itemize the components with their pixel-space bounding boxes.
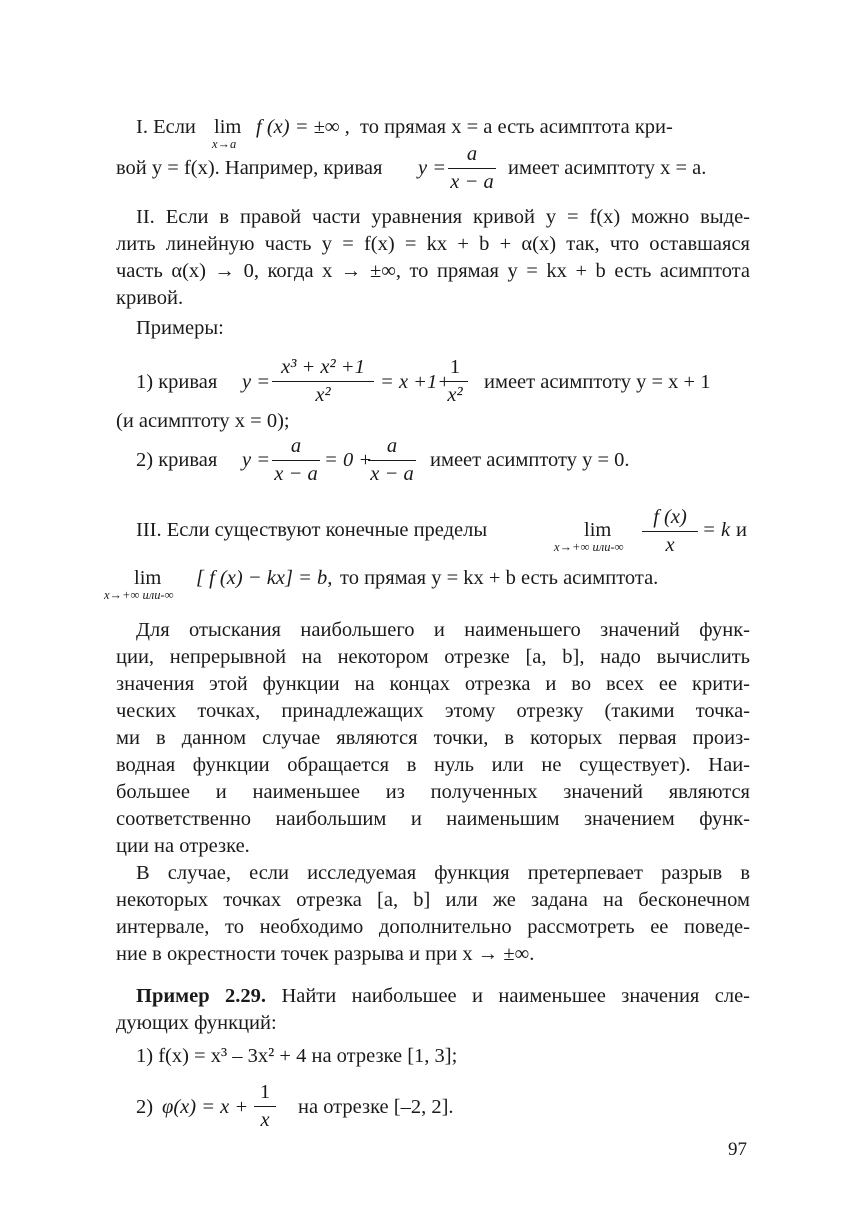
fraction-f-over-x: f (x) x	[642, 507, 698, 555]
task-2-fraction: 1 x	[254, 1082, 276, 1130]
limit-expression: f (x) = ±∞ ,	[256, 116, 350, 138]
lim-operator: lim	[214, 116, 242, 138]
para-minmax-line-1: Для отыскания наибольшего и наименьшего значений функ-	[136, 619, 750, 641]
example-2-middle: = 0 +	[324, 449, 373, 471]
fraction-a-over-x-minus-a	[448, 144, 496, 192]
item-i-line1-end: то прямая x = a есть асимптота кри-	[360, 116, 673, 138]
example-1-line2: (и асимптоту x = 0);	[116, 410, 290, 432]
item-ii-line3: часть α(x) → 0, когда x → ±∞, то прямая y = kx + b есть асимптота	[116, 260, 750, 282]
denominator: x − a	[450, 170, 494, 193]
para-discontinuity-line-4: ние в окрестности точек разрыва и при x → ±∞.	[116, 943, 535, 965]
numerator: a	[466, 143, 478, 165]
item-iii-line1-start: III. Если существуют конечные пределы	[136, 519, 488, 541]
item-ii-line1: II. Если в правой части уравнения кривой y = f(x) можно выде-	[136, 206, 750, 228]
task-1: 1) f(x) = x³ – 3x² + 4 на отрезке [1, 3];	[136, 1045, 458, 1067]
limit-expression-2: [ f (x) − kx] = b,	[196, 567, 333, 589]
page-number: 97	[728, 1139, 747, 1160]
example-1-middle: = x +1+	[380, 371, 452, 393]
conjunction-and: и	[736, 519, 747, 541]
example-2-fraction: a x − a	[272, 436, 320, 484]
item-i-line1-start: I. Если	[136, 116, 196, 138]
lim-subscript-1: x→+∞ или-∞	[554, 540, 624, 554]
item-iii-line2-end: то прямая y = kx + b есть асимптота.	[340, 567, 659, 589]
task-2-suffix: на отрезке [–2, 2].	[298, 1096, 454, 1118]
para-minmax-line-2: ции, непрерывной на некотором отрезке [a, b], надо вычислить	[116, 646, 750, 668]
task-2-prefix: 2)	[136, 1096, 154, 1118]
item-ii-line2: лить линейную часть y = f(x) = kx + b + α(x) так, что оставшаяся	[116, 233, 750, 255]
para-minmax-line-7: большее и наименьшее из полученных значений являются	[116, 781, 750, 803]
item-ii-line4: кривой.	[116, 287, 184, 309]
para-discontinuity-line-2: некоторых точках отрезка [a, b] или же задана на бесконечном	[116, 889, 750, 911]
example-2-prefix: 2) кривая	[136, 449, 218, 471]
example-229-line-1: Пример 2.29. Найти наибольшее и наименьшее значения сле-	[136, 985, 751, 1007]
para-minmax-line-9: ции на отрезке.	[116, 835, 250, 857]
example-1-fraction-2: 1 x²	[442, 357, 468, 405]
para-discontinuity-line-3: интервале, то необходимо дополнительно рассмотреть ее поведе-	[116, 916, 750, 938]
example-2-lhs: y =	[242, 449, 271, 471]
example-2-suffix: имеет асимптоту y = 0.	[430, 449, 630, 471]
task-2-lhs: φ(x) = x +	[162, 1096, 249, 1118]
lim-operator-2: lim	[134, 567, 162, 589]
para-minmax-line-5: ми в данном случае являются точки, в которых первая произ-	[116, 727, 750, 749]
item-i-line2-end: имеет асимптоту x = a.	[508, 157, 707, 179]
example-229-label: Пример 2.29.	[136, 985, 267, 1007]
example-1-prefix: 1) кривая	[136, 371, 218, 393]
example-1-suffix: имеет асимптоту y = x + 1	[484, 371, 711, 393]
example-2-fraction-2: a x − a	[368, 436, 416, 484]
example-1-fraction: x³ + x² +1 x²	[272, 357, 374, 405]
para-minmax-line-4: ческих точках, принадлежащих этому отрезку (такими точка-	[116, 700, 750, 722]
para-minmax-line-8: соответственно наибольшим и наименьшим значением функ-	[116, 808, 750, 830]
para-minmax-line-3: значения этой функции на концах отрезка и во всех ее крити-	[116, 673, 750, 695]
examples-label: Примеры:	[136, 317, 224, 339]
example-1-lhs: y =	[242, 371, 271, 393]
para-discontinuity-line-1: В случае, если исследуемая функция претерпевает разрыв в	[136, 862, 750, 884]
equals-k: = k	[702, 519, 731, 541]
fraction-lhs: y =	[418, 157, 447, 179]
lim-subscript-2: x→+∞ или-∞	[104, 588, 174, 602]
lim-operator-1: lim	[584, 519, 612, 541]
item-i-line2-start: вой y = f(x). Например, кривая	[116, 157, 383, 179]
para-minmax-line-6: водная функции обращается в нуль или не существует). Наи-	[116, 754, 750, 776]
lim-subscript: x→a	[212, 137, 237, 151]
example-229-line-2: дующих функций:	[116, 1012, 277, 1034]
